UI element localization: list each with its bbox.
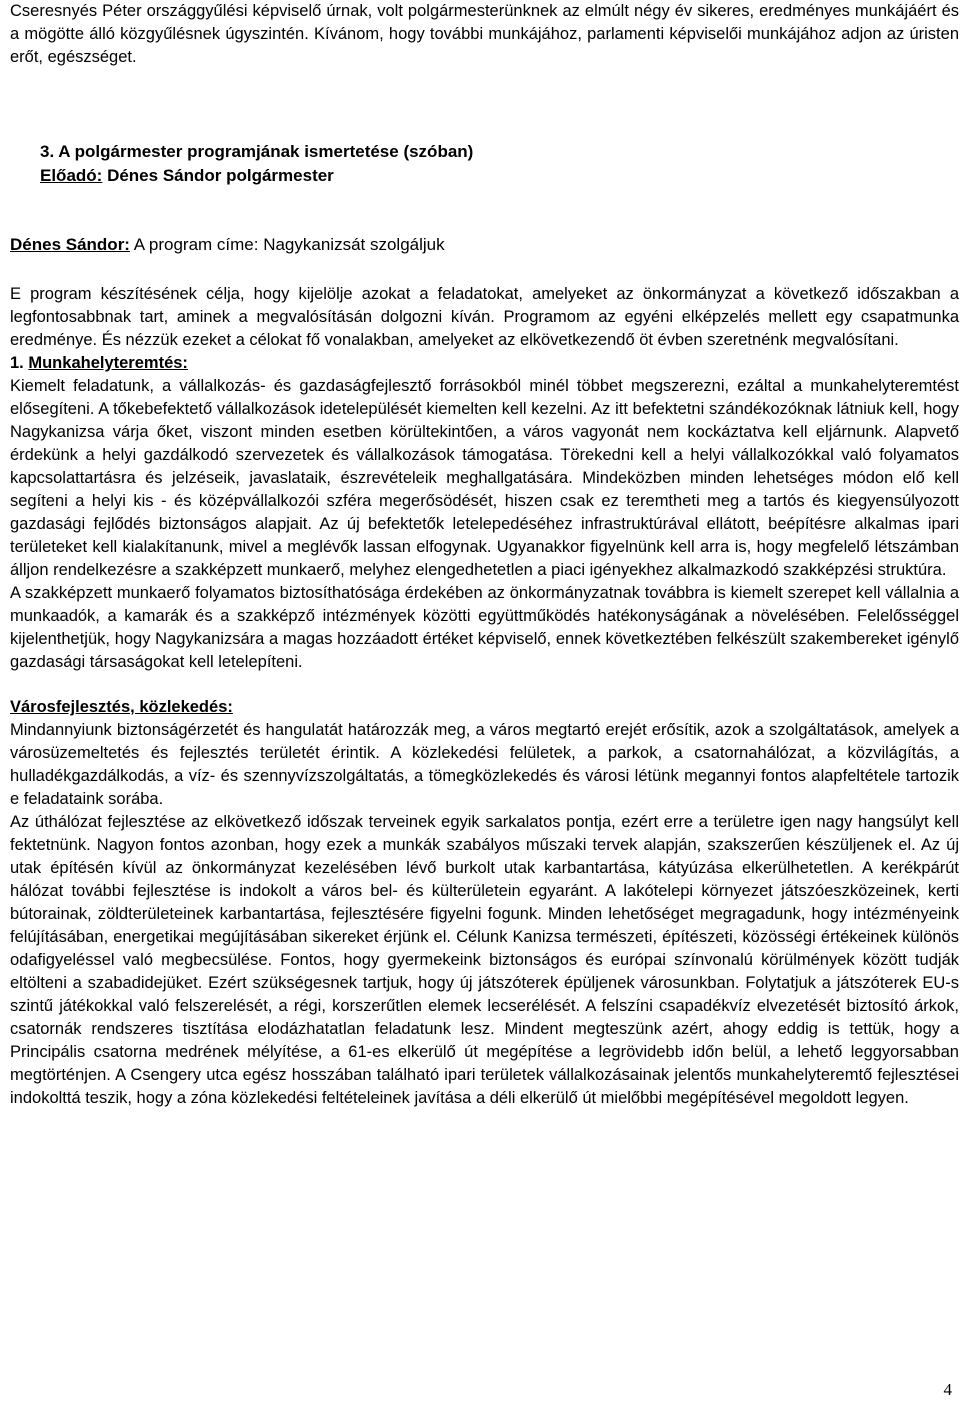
jobs-paragraph-1: Kiemelt feladatunk, a vállalkozás- és gazdaságfejlesztő forrásokból minél többet megszerezni, ezáltal a munkahelyteremtést elősegíteni. A tőkebefektető vállalkozások idetelepülését kiemelten kell kezelni. Az itt befektetni szándékozóknak látniuk kell, hogy Nagykanizsa várja őket, viszont minden esetben körültekintően, a város vagyonát nem kockáztatva kell eljárnunk. Alapvető érdekünk a helyi gazdálkodó szervezetek és vállalkozások támogatása. Törekedni kell a helyi vállalkozókkal való folyamatos kapcsolattartásra és jelzéseik, javaslataik, észrevételeik meghallgatására. Mindeközben minden lehetséges módon elő kell segíteni a helyi kis - és középvállalkozói szféra megerősödését, hiszen csak ez teremtheti meg a tartós és kiegyensúlyozott gazdasági fejlődés biztonságos alapjait. Az új befektetők letelepedéséhez infrastruktúrával ellátott, beépítésre alkalmas ipari területeket kell kialakítanunk, mivel a meglévők lassan elfogynak. Ugyanakkor figyelnünk kell arra is, hogy megfelelő létszámban álljon rendelkezésre a szakképzett munkaerő, melyhez elengedhetetlen a piaci igényekhez alkalmazkodó szakképzési struktúra. xyxy=(10,377,959,579)
section-heading-jobs xyxy=(10,352,959,375)
section-title-jobs: Munkahelyteremtés: xyxy=(28,354,188,372)
section-title-urban: Városfejlesztés, közlekedés: xyxy=(10,698,233,716)
program-purpose-paragraph: E program készítésének célja, hogy kijelölje azokat a feladatokat, amelyeket az önkormányzat a következő időszakban a legfontosabbnak tart, aminek a megvalósításán dolgozni kíván. Programom az egyéni elképzelés mellett egy csapatmunka eredménye. És nézzük ezeket a célokat fő vonalakban, amelyeket az elkövetkezendő öt évben szeretnénk megvalósítani. xyxy=(10,285,959,349)
presenter-name: Dénes Sándor polgármester xyxy=(102,166,334,185)
program-title: A program címe: Nagykanizsát szolgáljuk xyxy=(129,235,445,254)
urban-paragraph-2: Az úthálózat fejlesztése az elkövetkező időszak terveinek egyik sarkalatos pontja, ezért erre a területre igen nagy hangsúlyt kell fektetnünk. Nagyon fontos azonban, hogy ezek a munkák szabályos műszaki tervek alapján, szakszerűen készüljenek el. Az új utak építésén kívül az önkormányzat kezelésében lévő burkolt utak karbantartása, kátyúzása elkerülhetetlen. A kerékpárút hálózat további fejlesztése is indokolt a város bel- és külterületein egyaránt. A lakótelepi környezet játszóeszközeinek, kerti bútorainak, zöldterületeinek karbantartása, fejlesztésére figyelni fogunk. Minden lehetőséget megragadunk, hogy intézményeink felújításában, energetikai megújításában sikereket érjünk el. Célunk Kanizsa természeti, építészeti, közösségi értékeinek különös odafigyeléssel való megbecsülése. Fontos, hogy gyermekeink biztonságos és európai színvonalú körülmények között tudják eltölteni a szabadidejüket. Ezért szükségesnek tartjuk, hogy új játszóterek épüljenek városunkban. Folytatjuk a játszóterek EU-s szintű játékokkal való felszerelését, a régi, korszerűtlen elemek lecserélését. A felszíni csapadékvíz elvezetését biztosító árkok, csatornák rendszeres tisztítása elodázhatatlan feladatunk lesz. Mindent megteszünk azért, ahogy eddig is tettük, hogy a Principális csatorna medrének mélyítése, a 61-es elkerülő út megépítése a legrövidebb időn belül, a lehető leggyorsabban megtörténjen. A Csengery utca egész hosszában található ipari területek vállalkozásainak jelentős munkahelyteremtő fejlesztései indokolttá teszik, hogy a zóna közlekedési feltételeinek javítása a déli elkerülő út mielőbbi megépítésével megoldott legyen. xyxy=(10,813,959,1107)
section-number: 1. xyxy=(10,354,29,372)
urban-paragraph-1: Mindannyiunk biztonságérzetét és hangulatát határozzák meg, a város megtartó erejét erősítik, azok a szolgáltatások, amelyek a városüzemeltetés és fejlesztés területét érintik. A közlekedési felületek, a parkok, a csatornahálózat, a közvilágítás, a hulladékgazdálkodás, a víz- és szennyvízszolgáltatás, a tömegközlekedés és városi létünk megannyi fontos alapfeltétele tartozik e feladataink sorába. xyxy=(10,721,959,808)
agenda-item-title-text: 3. A polgármester programjának ismertetése (szóban) xyxy=(40,142,474,161)
agenda-item xyxy=(10,140,959,188)
page-number: 4 xyxy=(943,1380,952,1399)
speech-section xyxy=(10,233,959,257)
intro-paragraph: Cseresnyés Péter országgyűlési képviselő úrnak, volt polgármesterünknek az elmúlt négy év sikeres, eredményes munkájáért és a mögötte álló közgyűlésnek úgyszintén. Kívánom, hogy további munkájához, parlamenti képviselői munkájához adjon az úristen erőt, egészséget. xyxy=(10,2,959,66)
agenda-item-presenter xyxy=(10,164,959,188)
speech-opening xyxy=(10,233,959,257)
presenter-label: Előadó: xyxy=(40,166,103,185)
speaker-name: Dénes Sándor: xyxy=(10,235,130,254)
section-heading-urban xyxy=(10,696,959,719)
jobs-paragraph-2: A szakképzett munkaerő folyamatos biztosíthatósága érdekében az önkormányzatnak továbbra is kiemelt szerepet kell vállalnia a munkaadók, a kamarák és a szakképző intézmények közötti együttműködés hatékonyságának a növelésében. Felelősséggel kijelenthetjük, hogy Nagykanizsára a magas hozzáadott értéket képviselő, ennek következtében felkészült szakembereket igénylő gazdasági társaságokat kell letelepíteni. xyxy=(10,584,959,671)
speech-body xyxy=(10,283,959,1110)
agenda-item-title xyxy=(10,140,959,164)
